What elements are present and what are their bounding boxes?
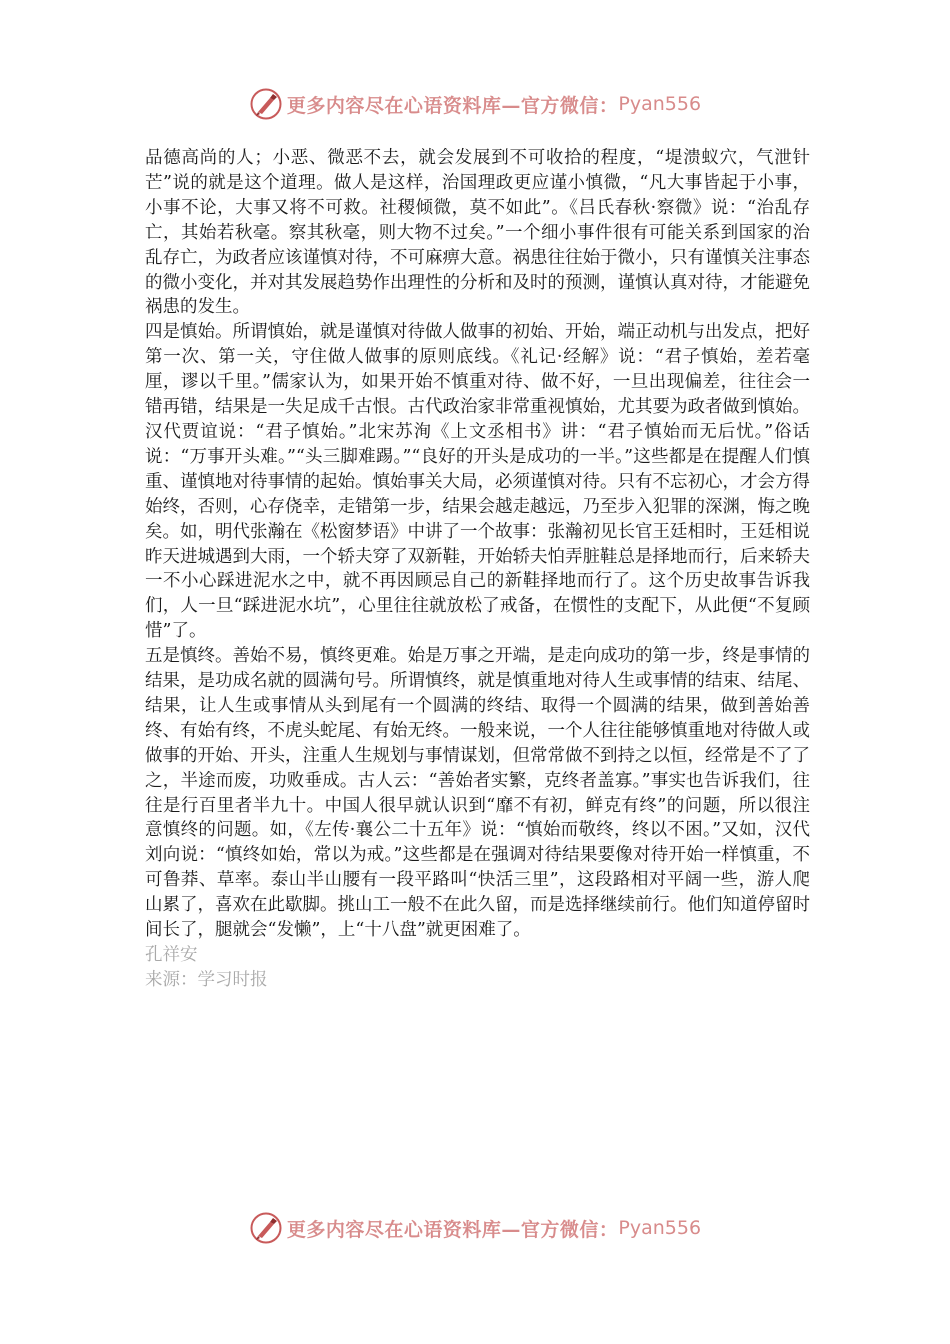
author-name: 孔祥安 — [145, 945, 198, 965]
paragraph: 品德高尚的人；小恶、微恶不去，就会发展到不可收拾的程度，“堤溃蚁穴，气泄针芒”说的就是这个道理。做人是这样，治国理政更应谨小慎微，“凡大事皆起于小事，小事不论，大事又将不可救。社稷倾微，莫不如此”。《吕氏春秋·察微》说：“治乱存亡，其始若秋毫。察其秋毫，则大物不过矣。”一个细小事件很有可能关系到国家的治乱存亡，为政者应该谨慎对待，不可麻痹大意。祸患往往始于微小，只有谨慎关注事态的微小变化，并对其发展趋势作出理性的分析和及时的预测，谨慎认真对待，才能避免祸患的发生。 — [145, 148, 810, 318]
wechat-id: Pyan556 — [618, 1217, 702, 1239]
banner-text: 更多内容尽在心语资料库—官方微信： — [286, 1218, 619, 1241]
header-banner — [0, 84, 950, 124]
footer-banner — [0, 1208, 950, 1248]
article-body — [145, 146, 810, 993]
banner-text: 更多内容尽在心语资料库—官方微信： — [286, 94, 619, 117]
paragraph: 五是慎终。善始不易，慎终更难。始是万事之开端，是走向成功的第一步，终是事情的结果，是功成名就的圆满句号。所谓慎终，就是慎重地对待人生或事情的结束、结尾、结果，让人生或事情从头到尾有一个圆满的终结、取得一个圆满的结果，做到善始善终、有始有终，不虎头蛇尾、有始无终。一般来说，一个人往往能够慎重地对待做人或做事的开始、开头，注重人生规划与事情谋划，但常常做不到持之以恒，经常是不了了之，半途而废，功败垂成。古人云：“善始者实繁，克终者盖寡。”事实也告诉我们，往往是行百里者半九十。中国人很早就认识到“靡不有初，鲜克有终”的问题，所以很注意慎终的问题。如，《左传·襄公二十五年》说：“慎始而敬终，终以不困。”又如，汉代刘向说：“慎终如始，常以为戒。”这些都是在强调对待结果要像对待开始一样慎重，不可鲁莽、草率。泰山半山腰有一段平路叫“快活三里”，这段路相对平阔一些，游人爬山累了，喜欢在此歇脚。挑山工一般不在此久留，而是选择继续前行。他们知道停留时间长了，腿就会“发懒”，上“十八盘”就更困难了。 — [145, 646, 810, 941]
paragraph: 四是慎始。所谓慎始，就是谨慎对待做人做事的初始、开始，端正动机与出发点，把好第一次、第一关，守住做人做事的原则底线。《礼记·经解》说：“君子慎始，差若毫厘，谬以千里。”儒家认为，如果开始不慎重对待、做不好，一旦出现偏差，往往会一错再错，结果是一失足成千古恨。古代政治家非常重视慎始，尤其要为政者做到慎始。汉代贾谊说：“君子慎始。”北宋苏洵《上文丞相书》讲：“君子慎始而无后忧。”俗话说：“万事开头难。”“头三脚难踢。”“良好的开头是成功的一半。”这些都是在提醒人们慎重、谨慎地对待事情的起始。慎始事关大局，必须谨慎对待。只有不忘初心，才会方得始终，否则，心存侥幸，走错第一步，结果会越走越远，乃至步入犯罪的深渊，悔之晚矣。如，明代张瀚在《松窗梦语》中讲了一个故事：张瀚初见长官王廷相时，王廷相说昨天进城遇到大雨，一个轿夫穿了双新鞋，开始轿夫怕弄脏鞋总是择地而行，后来轿夫一不小心踩进泥水之中，就不再因顾忌自己的新鞋择地而行了。这个历史故事告诉我们，人一旦“踩进泥水坑”，心里往往就放松了戒备，在惯性的支配下，从此便“不复顾惜”了。 — [145, 322, 810, 642]
source-line: 来源：学习时报 — [145, 969, 268, 990]
wechat-id: Pyan556 — [618, 93, 702, 115]
pen-nib-logo-icon — [249, 87, 283, 121]
pen-nib-logo-icon — [249, 1211, 283, 1245]
